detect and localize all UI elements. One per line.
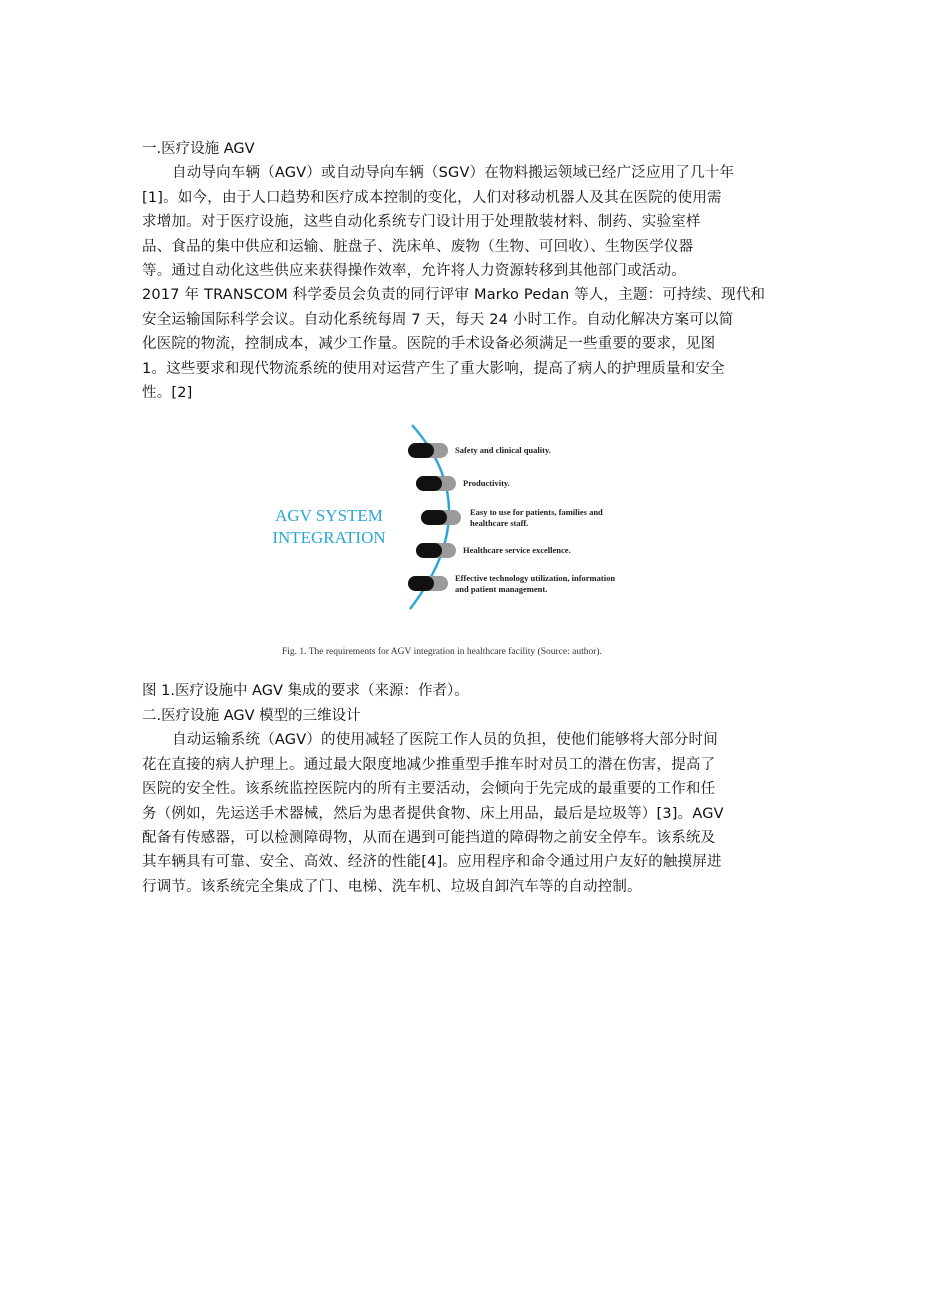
figure-item: Easy to use for patients, families and healthcare staff. — [470, 507, 603, 529]
paragraph-line: 化医院的物流，控制成本，减少工作量。医院的手术设备必须满足一些重要的要求，见图 — [142, 336, 716, 353]
paragraph-line: 自动导向车辆（AGV）或自动导向车辆（SGV）在物料搬运领域已经广泛应用了几十年 — [172, 165, 735, 182]
figure-item: Healthcare service excellence. — [463, 545, 571, 556]
paragraph-line: 务（例如，先运送手术器械，然后为患者提供食物、床上用品，最后是垃圾等）[3]。AGV — [142, 805, 724, 822]
paragraph-line: 自动运输系统（AGV）的使用减轻了医院工作人员的负担，使他们能够将大部分时间 — [172, 732, 718, 749]
figure-item: Effective technology utilization, information and patient management. — [455, 573, 616, 595]
figure-caption-cn: 图 1.医疗设施中 AGV 集成的要求（来源：作者）。 — [142, 683, 469, 700]
paragraph-line: 配备有传感器，可以检测障碍物，从而在遇到可能挡道的障碍物之前安全停车。该系统及 — [142, 829, 716, 846]
paragraph-line: 行调节。该系统完全集成了门、电梯、洗车机、垃圾自卸汽车等的自动控制。 — [142, 878, 642, 895]
paragraph-line: [1]。如今，由于人口趋势和医疗成本控制的变化，人们对移动机器人及其在医院的使用需 — [142, 189, 722, 206]
section2-body — [142, 728, 790, 899]
capsule-4 — [416, 543, 456, 558]
paragraph-line: 等。通过自动化这些供应来获得操作效率，允许将人力资源转移到其他部门或活动。 — [142, 263, 686, 280]
figure-agv-integration — [142, 417, 790, 673]
paragraph-line: 2017 年 TRANSCOM 科学委员会负责的同行评审 Marko Pedan 等人，主题：可持续、现代和 — [142, 287, 766, 304]
paragraph-line: 求增加。对于医疗设施，这些自动化系统专门设计用于处理散装材料、制药、实验室样 — [142, 214, 701, 231]
document-page — [142, 137, 790, 899]
figure-item: Safety and clinical quality. — [455, 445, 551, 456]
figure-title: AGV SYSTEM INTEGRATION — [272, 506, 386, 548]
paragraph-line: 性。[2] — [142, 385, 193, 402]
paragraph-line: 品、食品的集中供应和运输、脏盘子、洗床单、废物（生物、可回收）、生物医学仪器 — [142, 238, 694, 255]
figure-item: Productivity. — [463, 478, 510, 489]
capsule-3 — [421, 510, 461, 525]
paragraph-line: 医院的安全性。该系统监控医院内的所有主要活动，会倾向于先完成的最重要的工作和任 — [142, 781, 716, 798]
capsule-2 — [416, 476, 456, 491]
capsule-1 — [408, 443, 448, 458]
section1-body — [142, 161, 790, 405]
paragraph-line: 花在直接的病人护理上。通过最大限度地减少推重型手推车时对员工的潜在伤害，提高了 — [142, 756, 716, 773]
capsule-5 — [408, 576, 448, 591]
section2-heading: 二.医疗设施 AGV 模型的三维设计 — [142, 707, 361, 724]
section1-heading: 一.医疗设施 AGV — [142, 141, 255, 157]
figure-caption-en: Fig. 1. The requirements for AGV integration in healthcare facility (Source: author). — [282, 647, 602, 658]
paragraph-line: 其车辆具有可靠、安全、高效、经济的性能[4]。应用程序和命令通过用户友好的触摸屏进 — [142, 854, 722, 871]
paragraph-line: 安全运输国际科学会议。自动化系统每周 7 天，每天 24 小时工作。自动化解决方案可以简 — [142, 311, 734, 328]
paragraph-line: 1。这些要求和现代物流系统的使用对运营产生了重大影响，提高了病人的护理质量和安全 — [142, 360, 725, 377]
